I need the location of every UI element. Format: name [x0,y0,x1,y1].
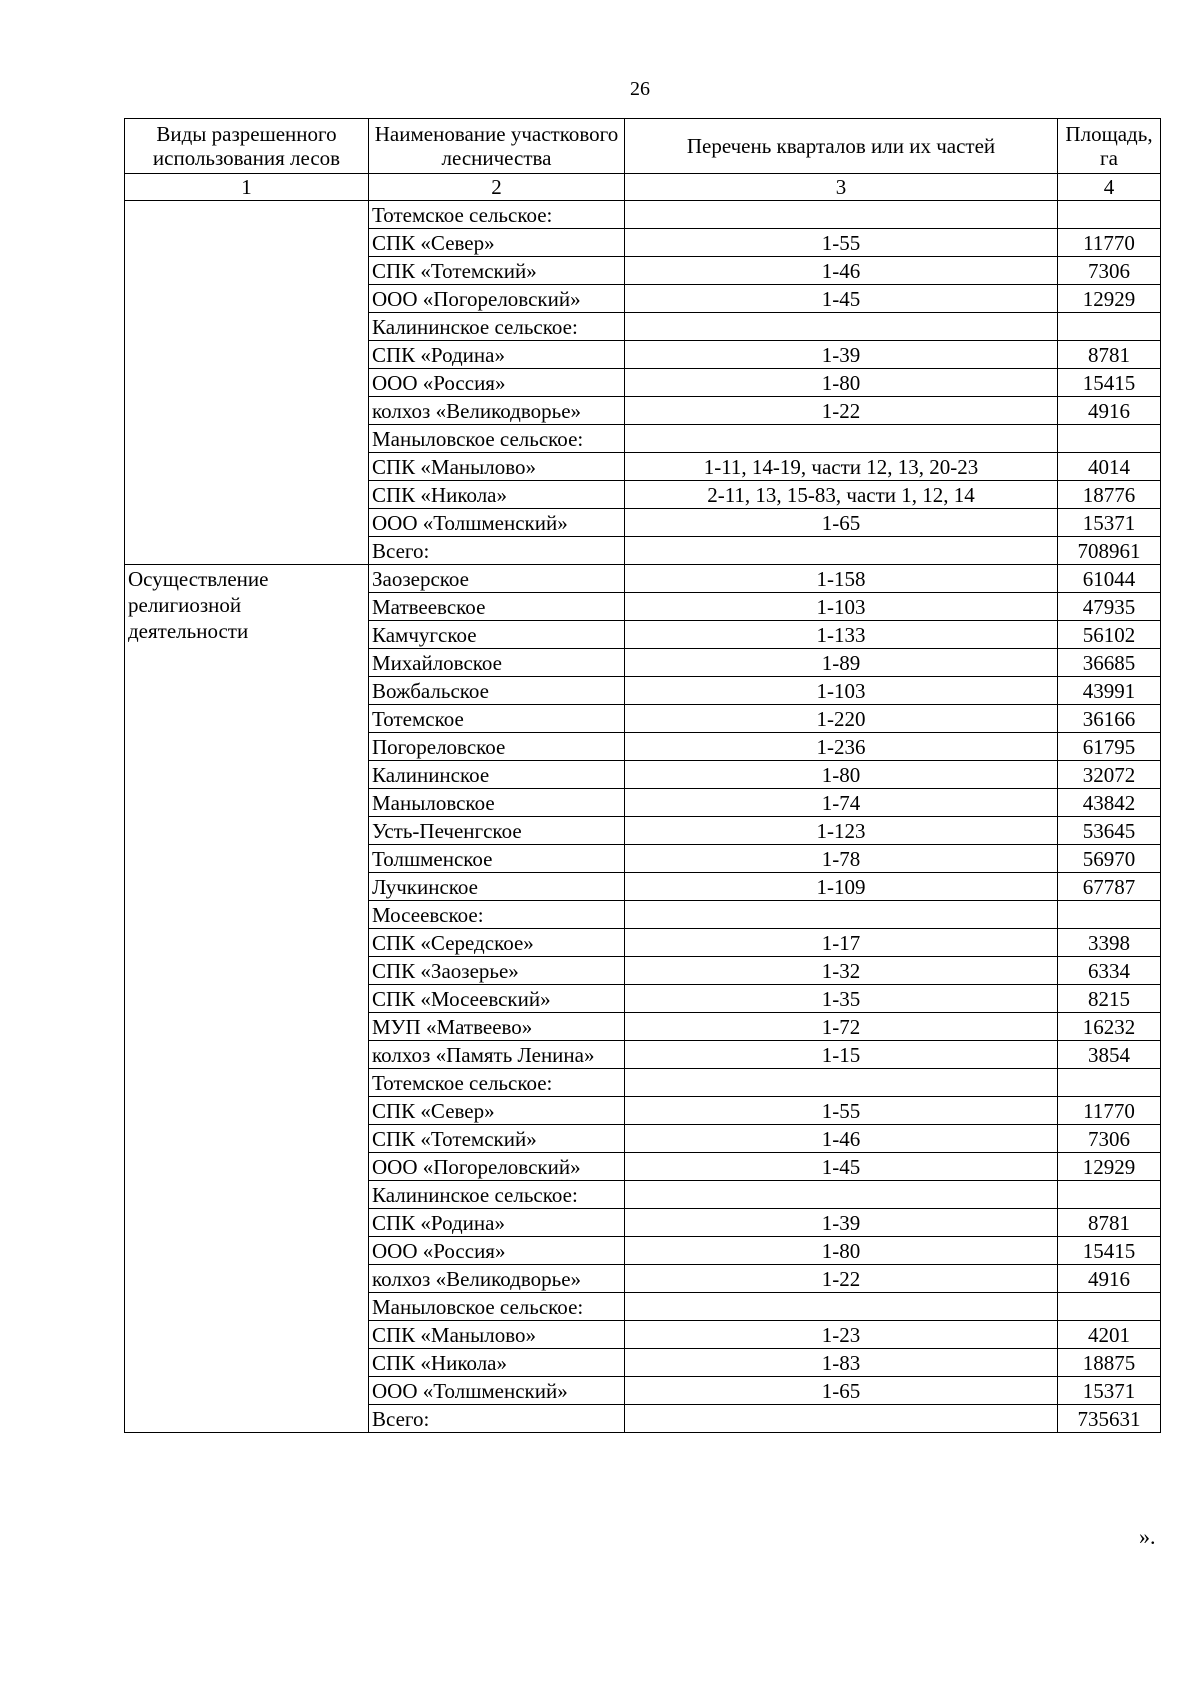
forestry-name-cell: МУП «Матвеево» [369,1013,625,1041]
area-cell: 15415 [1058,1237,1161,1265]
quarters-cell: 1-74 [625,789,1058,817]
quarters-cell [625,901,1058,929]
area-cell: 18776 [1058,481,1161,509]
area-cell: 15371 [1058,1377,1161,1405]
forestry-name-cell: Усть-Печенгское [369,817,625,845]
quarters-cell: 1-32 [625,957,1058,985]
quarters-cell: 1-80 [625,1237,1058,1265]
area-cell: 61044 [1058,565,1161,593]
quarters-cell: 1-80 [625,369,1058,397]
forestry-name-cell: Погореловское [369,733,625,761]
area-cell [1058,1069,1161,1097]
quarters-cell: 1-133 [625,621,1058,649]
area-cell: 8215 [1058,985,1161,1013]
table-row [125,565,1161,593]
forestry-name-cell: Калининское сельское: [369,1181,625,1209]
area-cell: 3398 [1058,929,1161,957]
quarters-cell: 1-103 [625,677,1058,705]
area-cell [1058,201,1161,229]
area-cell: 11770 [1058,229,1161,257]
column-number: 3 [625,174,1058,201]
forestry-name-cell: Михайловское [369,649,625,677]
area-cell: 36685 [1058,649,1161,677]
quarters-cell: 1-55 [625,1097,1058,1125]
forestry-name-cell: колхоз «Великодворье» [369,1265,625,1293]
quarters-cell: 1-45 [625,285,1058,313]
forestry-name-cell: СПК «Заозерье» [369,957,625,985]
area-cell: 735631 [1058,1405,1161,1433]
area-cell: 11770 [1058,1097,1161,1125]
header-use-type: Виды разрешенного использования лесов [125,119,369,174]
quarters-cell: 1-78 [625,845,1058,873]
forestry-name-cell: Заозерское [369,565,625,593]
forestry-name-cell: Тотемское [369,705,625,733]
area-cell: 18875 [1058,1349,1161,1377]
header-forestry-name: Наименование участкового лесничества [369,119,625,174]
forestry-name-cell: Лучкинское [369,873,625,901]
forestry-name-cell: Матвеевское [369,593,625,621]
area-cell: 7306 [1058,257,1161,285]
area-cell: 8781 [1058,341,1161,369]
area-cell [1058,901,1161,929]
quarters-cell: 1-158 [625,565,1058,593]
quarters-cell [625,425,1058,453]
forestry-name-cell: колхоз «Память Ленина» [369,1041,625,1069]
forestry-name-cell: СПК «Мосеевский» [369,985,625,1013]
forestry-name-cell: ООО «Толшменский» [369,1377,625,1405]
area-cell: 15415 [1058,369,1161,397]
area-cell: 61795 [1058,733,1161,761]
forestry-name-cell: СПК «Родина» [369,341,625,369]
area-cell: 12929 [1058,1153,1161,1181]
area-cell: 4916 [1058,397,1161,425]
quarters-cell: 1-22 [625,397,1058,425]
forest-use-table-container [124,118,1161,1433]
area-cell: 7306 [1058,1125,1161,1153]
forestry-name-cell: Мосеевское: [369,901,625,929]
column-number: 4 [1058,174,1161,201]
quarters-cell: 1-65 [625,509,1058,537]
quarters-cell: 1-220 [625,705,1058,733]
area-cell: 4916 [1058,1265,1161,1293]
quarters-cell: 1-39 [625,341,1058,369]
area-cell: 36166 [1058,705,1161,733]
forestry-name-cell: Маныловское сельское: [369,425,625,453]
quarters-cell: 1-23 [625,1321,1058,1349]
area-cell: 12929 [1058,285,1161,313]
forestry-name-cell: ООО «Россия» [369,1237,625,1265]
quarters-cell [625,1293,1058,1321]
forestry-name-cell: ООО «Россия» [369,369,625,397]
area-cell: 4201 [1058,1321,1161,1349]
area-cell: 56102 [1058,621,1161,649]
quarters-cell: 1-103 [625,593,1058,621]
area-cell: 3854 [1058,1041,1161,1069]
forest-use-table [124,118,1161,1433]
header-quarters-list: Перечень кварталов или их частей [625,119,1058,174]
quarters-cell: 1-17 [625,929,1058,957]
area-cell: 56970 [1058,845,1161,873]
quarters-cell: 1-55 [625,229,1058,257]
use-type-cell [125,201,369,565]
use-type-cell: Осуществление религиозной деятельности [125,565,369,1433]
area-cell: 32072 [1058,761,1161,789]
quarters-cell [625,537,1058,565]
area-cell: 43842 [1058,789,1161,817]
forestry-name-cell: СПК «Никола» [369,1349,625,1377]
forestry-name-cell: Тотемское сельское: [369,1069,625,1097]
quarters-cell [625,313,1058,341]
quarters-cell: 1-39 [625,1209,1058,1237]
forestry-name-cell: Калининское сельское: [369,313,625,341]
area-cell: 6334 [1058,957,1161,985]
quarters-cell: 1-80 [625,761,1058,789]
forestry-name-cell: Тотемское сельское: [369,201,625,229]
table-body [125,201,1161,1433]
forestry-name-cell: Вожбальское [369,677,625,705]
quarters-cell: 1-65 [625,1377,1058,1405]
area-cell [1058,1181,1161,1209]
forestry-name-cell: ООО «Погореловский» [369,285,625,313]
forestry-name-cell: СПК «Манылово» [369,453,625,481]
forestry-name-cell: Всего: [369,537,625,565]
forestry-name-cell: ООО «Толшменский» [369,509,625,537]
quarters-cell [625,1069,1058,1097]
forestry-name-cell: Маныловское [369,789,625,817]
quarters-cell: 1-22 [625,1265,1058,1293]
column-number: 2 [369,174,625,201]
closing-quote: ». [1139,1524,1156,1549]
header-row [125,119,1161,174]
quarters-cell: 2-11, 13, 15-83, части 1, 12, 14 [625,481,1058,509]
column-number: 1 [125,174,369,201]
quarters-cell: 1-11, 14-19, части 12, 13, 20-23 [625,453,1058,481]
area-cell [1058,425,1161,453]
column-number-row [125,174,1161,201]
header-area: Площадь, га [1058,119,1161,174]
quarters-cell: 1-15 [625,1041,1058,1069]
area-cell: 8781 [1058,1209,1161,1237]
area-cell [1058,313,1161,341]
forestry-name-cell: ООО «Погореловский» [369,1153,625,1181]
forestry-name-cell: Калининское [369,761,625,789]
quarters-cell: 1-83 [625,1349,1058,1377]
area-cell: 708961 [1058,537,1161,565]
quarters-cell: 1-89 [625,649,1058,677]
forestry-name-cell: СПК «Середское» [369,929,625,957]
forestry-name-cell: СПК «Тотемский» [369,1125,625,1153]
forestry-name-cell: Камчугское [369,621,625,649]
area-cell: 53645 [1058,817,1161,845]
quarters-cell: 1-45 [625,1153,1058,1181]
quarters-cell [625,1405,1058,1433]
quarters-cell: 1-123 [625,817,1058,845]
forestry-name-cell: СПК «Тотемский» [369,257,625,285]
page-number: 26 [630,78,650,100]
forestry-name-cell: СПК «Никола» [369,481,625,509]
area-cell: 43991 [1058,677,1161,705]
forestry-name-cell: Всего: [369,1405,625,1433]
quarters-cell: 1-46 [625,1125,1058,1153]
forestry-name-cell: СПК «Север» [369,229,625,257]
forestry-name-cell: СПК «Север» [369,1097,625,1125]
forestry-name-cell: колхоз «Великодворье» [369,397,625,425]
quarters-cell [625,1181,1058,1209]
forestry-name-cell: Толшменское [369,845,625,873]
quarters-cell: 1-35 [625,985,1058,1013]
area-cell [1058,1293,1161,1321]
table-row [125,201,1161,229]
area-cell: 16232 [1058,1013,1161,1041]
quarters-cell [625,201,1058,229]
quarters-cell: 1-109 [625,873,1058,901]
area-cell: 4014 [1058,453,1161,481]
forestry-name-cell: СПК «Родина» [369,1209,625,1237]
quarters-cell: 1-72 [625,1013,1058,1041]
forestry-name-cell: СПК «Манылово» [369,1321,625,1349]
forestry-name-cell: Маныловское сельское: [369,1293,625,1321]
quarters-cell: 1-236 [625,733,1058,761]
quarters-cell: 1-46 [625,257,1058,285]
area-cell: 67787 [1058,873,1161,901]
area-cell: 47935 [1058,593,1161,621]
area-cell: 15371 [1058,509,1161,537]
